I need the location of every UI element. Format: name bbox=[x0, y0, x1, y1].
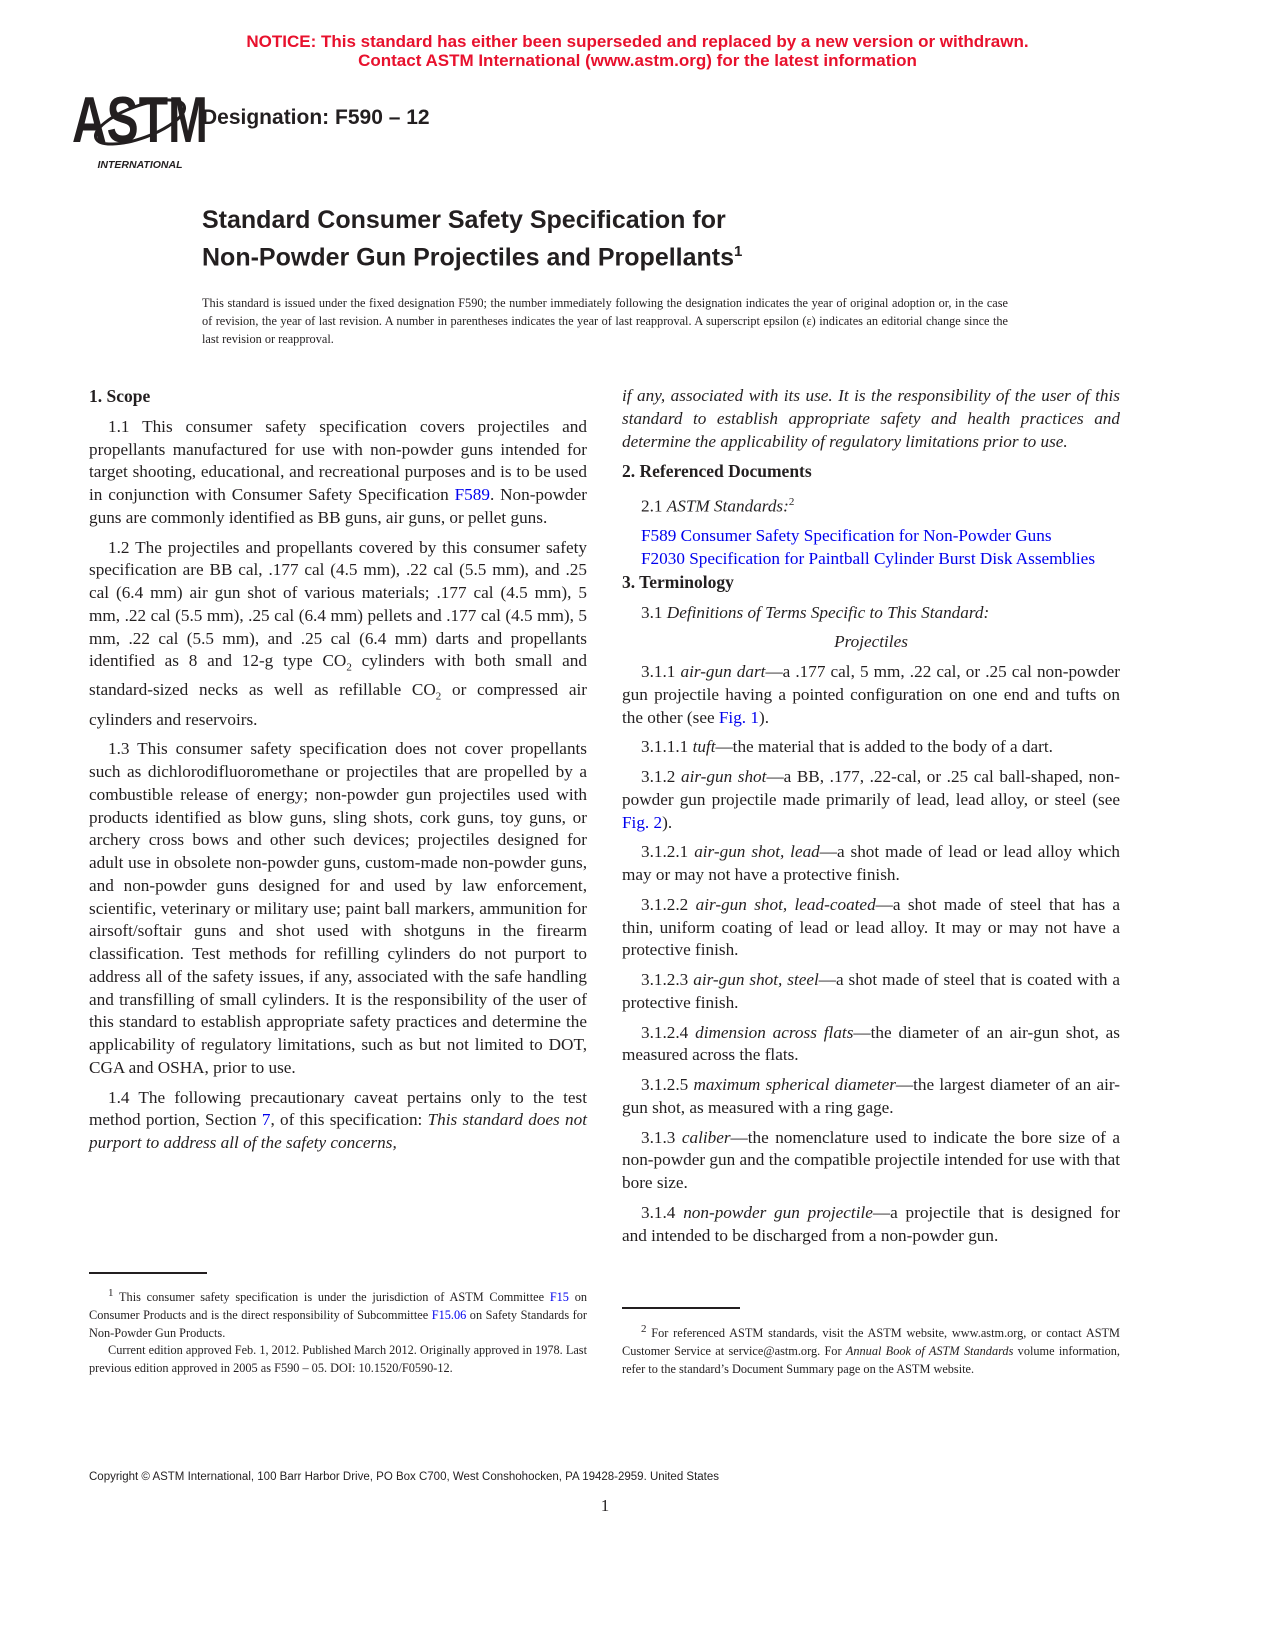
text-run: dimension across flats bbox=[695, 1022, 854, 1042]
reference-link[interactable]: F2030 bbox=[641, 549, 685, 569]
right-column bbox=[622, 385, 1120, 1254]
text-run: 1.2 The projectiles and propellants covered by this consumer safety specification are BB cal, .177 cal (4.5 mm), .22 cal (5.5 mm), and .25 cal (6.4 mm) air gun shot of various materials; .177 cal (4.5 mm), 5 mm, .22 cal (5.5 mm), .25 cal (6.4 mm) pellets and .177 cal (4.5 mm), 5 mm, .22 cal (5.5 mm), and .25 cal (6.4 mm) darts and propellants identified as 8 and 12-g type CO bbox=[89, 537, 587, 671]
text-run: cylinders with both small and standard-sized necks as well as refillable CO bbox=[89, 651, 587, 700]
subscript: 2 bbox=[346, 661, 352, 674]
text-run: —the diameter of an air-gun shot, as measured across the flats. bbox=[622, 1022, 1121, 1065]
paragraph bbox=[622, 1202, 1120, 1248]
text-run: This standard does not purport to address all of the safety concerns, bbox=[89, 1110, 587, 1153]
astm-logo bbox=[72, 80, 208, 172]
text-run: non-powder gun projectile bbox=[683, 1202, 873, 1222]
text-run: 1.4 The following precautionary caveat pertains only to the test method portion, Section bbox=[89, 1087, 587, 1130]
reference-link[interactable]: Specification for Paintball Cylinder Burst Disk Assemblies bbox=[684, 549, 1096, 569]
text-run: 3.1 bbox=[641, 602, 667, 622]
text-run: maximum spherical diameter bbox=[693, 1075, 896, 1095]
section-heading bbox=[622, 460, 1120, 483]
paragraph bbox=[622, 894, 1120, 962]
paragraph bbox=[622, 736, 1120, 759]
text-run: —the largest diameter of an air-gun shot, as measured with a ring gage. bbox=[622, 1075, 1120, 1117]
copyright: Copyright © ASTM International, 100 Barr Harbor Drive, PO Box C700, West Conshohocken, PA 19428-2959. United States bbox=[89, 1471, 720, 1483]
svg-text:ASTM: ASTM bbox=[72, 84, 208, 157]
text-run: air-gun shot, lead-coated bbox=[695, 894, 876, 914]
reference-link[interactable]: F15.06 bbox=[431, 1307, 467, 1322]
reference-link[interactable]: Fig. 1 bbox=[718, 707, 759, 727]
section-heading bbox=[622, 571, 1120, 594]
paragraph bbox=[622, 1022, 1120, 1068]
text-run: Projectiles bbox=[834, 632, 908, 652]
text-run: on Safety Standards for Non-Powder Gun Products. bbox=[89, 1307, 587, 1340]
reference-link[interactable]: F15 bbox=[549, 1290, 569, 1305]
paragraph bbox=[622, 1074, 1120, 1120]
paragraph bbox=[622, 491, 1120, 518]
footnote bbox=[89, 1342, 587, 1378]
text-run: 3.1.2.4 bbox=[641, 1022, 696, 1042]
text-run: on Consumer Products and is the direct responsibility of Subcommittee bbox=[89, 1290, 588, 1322]
paragraph bbox=[622, 969, 1120, 1015]
subheading bbox=[622, 631, 1120, 654]
superscript: 2 bbox=[788, 496, 795, 508]
text-run: 2.1 bbox=[641, 496, 667, 516]
text-run: —the material that is added to the body of a dart. bbox=[715, 737, 1053, 757]
reference-link[interactable]: Consumer Safety Specification for Non-Powder Guns bbox=[676, 526, 1052, 546]
section-heading bbox=[89, 385, 587, 408]
reference-link[interactable]: Fig. 2 bbox=[622, 812, 663, 832]
title-footnote-mark: 1 bbox=[734, 243, 743, 260]
footnote-divider bbox=[622, 1307, 740, 1309]
text-run: 3.1.2.1 bbox=[641, 842, 695, 862]
text-run: tuft bbox=[692, 737, 716, 757]
designation: Designation: F590 – 12 bbox=[202, 106, 430, 129]
text-run: 2. Referenced Documents bbox=[622, 461, 812, 482]
paragraph bbox=[89, 537, 587, 732]
paragraph bbox=[622, 385, 1120, 453]
text-run: 3.1.4 bbox=[641, 1202, 684, 1222]
title-line-2: Non-Powder Gun Projectiles and Propellants bbox=[202, 243, 735, 272]
text-run: 1.1 This consumer safety specification covers projectiles and propellants manufactured for use with non-powder guns intended for target shooting, educational, and recreational purposes and is to be used in conjunction with Consumer Safety Specification bbox=[89, 416, 587, 504]
issued-note: This standard is issued under the fixed designation F590; the number immediately following the designation indicates the year of original adoption or, in the case of revision, the year of last revision. A number in parentheses indicates the year of last reapproval. A superscript epsilon (ε) indicates an editorial change since the last revision or reapproval. bbox=[202, 296, 1008, 346]
text-run: air-gun dart bbox=[680, 662, 766, 682]
footnote-right bbox=[622, 1321, 1120, 1378]
paragraph bbox=[622, 841, 1120, 887]
text-run: ASTM Standards: bbox=[666, 496, 789, 516]
text-run: . Non-powder guns are commonly identified as BB guns, air guns, or pellet guns. bbox=[89, 485, 587, 527]
text-run: 3.1.2.5 bbox=[641, 1075, 694, 1095]
text-run: ). bbox=[759, 707, 770, 727]
text-run: —the nomenclature used to indicate the bore size of a non-powder gun and the compatible projectile intended for use with that bore size. bbox=[622, 1127, 1121, 1193]
referenced-document bbox=[622, 525, 1120, 548]
text-run: 1. Scope bbox=[89, 386, 151, 406]
title-line-1: Standard Consumer Safety Specification for bbox=[202, 206, 726, 234]
reference-link[interactable]: 7 bbox=[261, 1110, 271, 1130]
reference-link[interactable]: F589 bbox=[641, 526, 677, 546]
paragraph bbox=[622, 1127, 1120, 1195]
text-run: air-gun shot, steel bbox=[693, 970, 819, 990]
text-run: Current edition approved Feb. 1, 2012. Published March 2012. Originally approved in 1978. Last previous edition approved in 2005 as F590 – 05. DOI: 10.1520/F0590-12. bbox=[89, 1343, 587, 1376]
text-run: —a projectile that is designed for and intended to be discharged from a non-powder gun. bbox=[622, 1202, 1120, 1245]
footnote-left bbox=[89, 1285, 587, 1378]
text-run: caliber bbox=[681, 1127, 731, 1147]
subscript: 2 bbox=[435, 690, 442, 703]
notice-line-2: Contact ASTM International (www.astm.org) for the latest information bbox=[358, 51, 917, 70]
notice-line-1: NOTICE: This standard has either been superseded and replaced by a new version or withdrawn. bbox=[246, 32, 1029, 51]
text-run: 3.1.2.2 bbox=[641, 894, 696, 914]
paragraph bbox=[622, 602, 1120, 625]
text-run: volume information, refer to the standard’s Document Summary page on the ASTM website. bbox=[622, 1343, 1120, 1376]
superseded-notice bbox=[0, 32, 1275, 70]
text-run: 3. Terminology bbox=[622, 571, 734, 592]
text-run: 3.1.1 bbox=[641, 662, 681, 682]
referenced-document bbox=[622, 548, 1120, 571]
text-run: Annual Book of ASTM Standards bbox=[845, 1343, 1014, 1358]
superscript: 2 bbox=[641, 1323, 647, 1335]
superscript: 1 bbox=[108, 1287, 114, 1299]
footnote bbox=[622, 1321, 1120, 1378]
text-run: —a BB, .177, .22-cal, or .25 cal ball-shaped, non-powder gun projectile made primarily of lead, lead alloy, or steel (see bbox=[622, 767, 1120, 809]
text-run: 1.3 This consumer safety specification does not cover propellants such as dichlorodifluoromethane or projectiles that are propelled by a combustible release of energy; non-powder gun projectiles used with products identified as blow guns, sling shots, cork guns, toy guns, or archery cross bows and other such devices; projectiles designed for adult use in obsolete non-powder guns, custom-made non-powder guns, and non-powder guns designed for and used by law enforcement, scientific, veterinary or military use; paint ball markers, ammunition for airsoft/softair guns and shot used with shotguns in the firearm classification. Test methods for refilling cylinders do not purport to address all of the safety issues, if any, associated with the safe handling and transfilling of small cylinders. It is the responsibility of the user of this standard to establish appropriate safety practices and determine the applicability of regulatory limitations, such as but not limited to DOT, CGA and OSHA, prior to use. bbox=[89, 739, 587, 1077]
text-run: For referenced ASTM standards, visit the ASTM website, www.astm.org, or contact ASTM Customer Service at service@astm.org. For bbox=[622, 1326, 1120, 1358]
paragraph bbox=[89, 738, 587, 1079]
text-run: Definitions of Terms Specific to This Standard: bbox=[666, 602, 990, 622]
paragraph bbox=[622, 766, 1120, 834]
text-run: —a shot made of lead or lead alloy which may or may not have a protective finish. bbox=[622, 842, 1121, 885]
document-title bbox=[202, 205, 742, 273]
text-run: —a shot made of steel that is coated with a protective finish. bbox=[622, 970, 1120, 1012]
text-run: if any, associated with its use. It is the responsibility of the user of this standard to establish appropriate safety and health practices and determine the applicability of regulatory limitations prior to use. bbox=[622, 386, 1120, 451]
text-run: air-gun shot bbox=[680, 767, 767, 787]
svg-text:INTERNATIONAL: INTERNATIONAL bbox=[97, 159, 183, 171]
text-run: This consumer safety specification is under the jurisdiction of ASTM Committee bbox=[113, 1290, 550, 1305]
page-number: 1 bbox=[600, 1496, 610, 1515]
reference-link[interactable]: F589 bbox=[454, 485, 490, 504]
left-column bbox=[89, 385, 587, 1162]
text-run: or compressed air cylinders and reservoirs. bbox=[89, 680, 587, 729]
text-run: 3.1.1.1 bbox=[641, 737, 693, 757]
footnote bbox=[89, 1285, 587, 1342]
text-run: air-gun shot, lead bbox=[694, 842, 820, 862]
paragraph bbox=[89, 416, 587, 530]
footnote-divider bbox=[89, 1272, 207, 1274]
text-run: —a shot made of steel that has a thin, uniform coating of lead or lead alloy. It may or may not have a protective finish. bbox=[622, 894, 1121, 960]
paragraph bbox=[89, 1087, 587, 1155]
text-run: 3.1.2.3 bbox=[641, 970, 694, 990]
paragraph bbox=[622, 661, 1120, 729]
text-run: ). bbox=[662, 812, 673, 832]
text-run: 3.1.2 bbox=[641, 767, 681, 787]
text-run: —a .177 cal, 5 mm, .22 cal, or .25 cal non-powder gun projectile having a pointed configuration on one end and tufts on the other (see bbox=[622, 662, 1120, 727]
text-run: 3.1.3 bbox=[641, 1127, 682, 1147]
text-run: , of this specification: bbox=[270, 1110, 428, 1130]
